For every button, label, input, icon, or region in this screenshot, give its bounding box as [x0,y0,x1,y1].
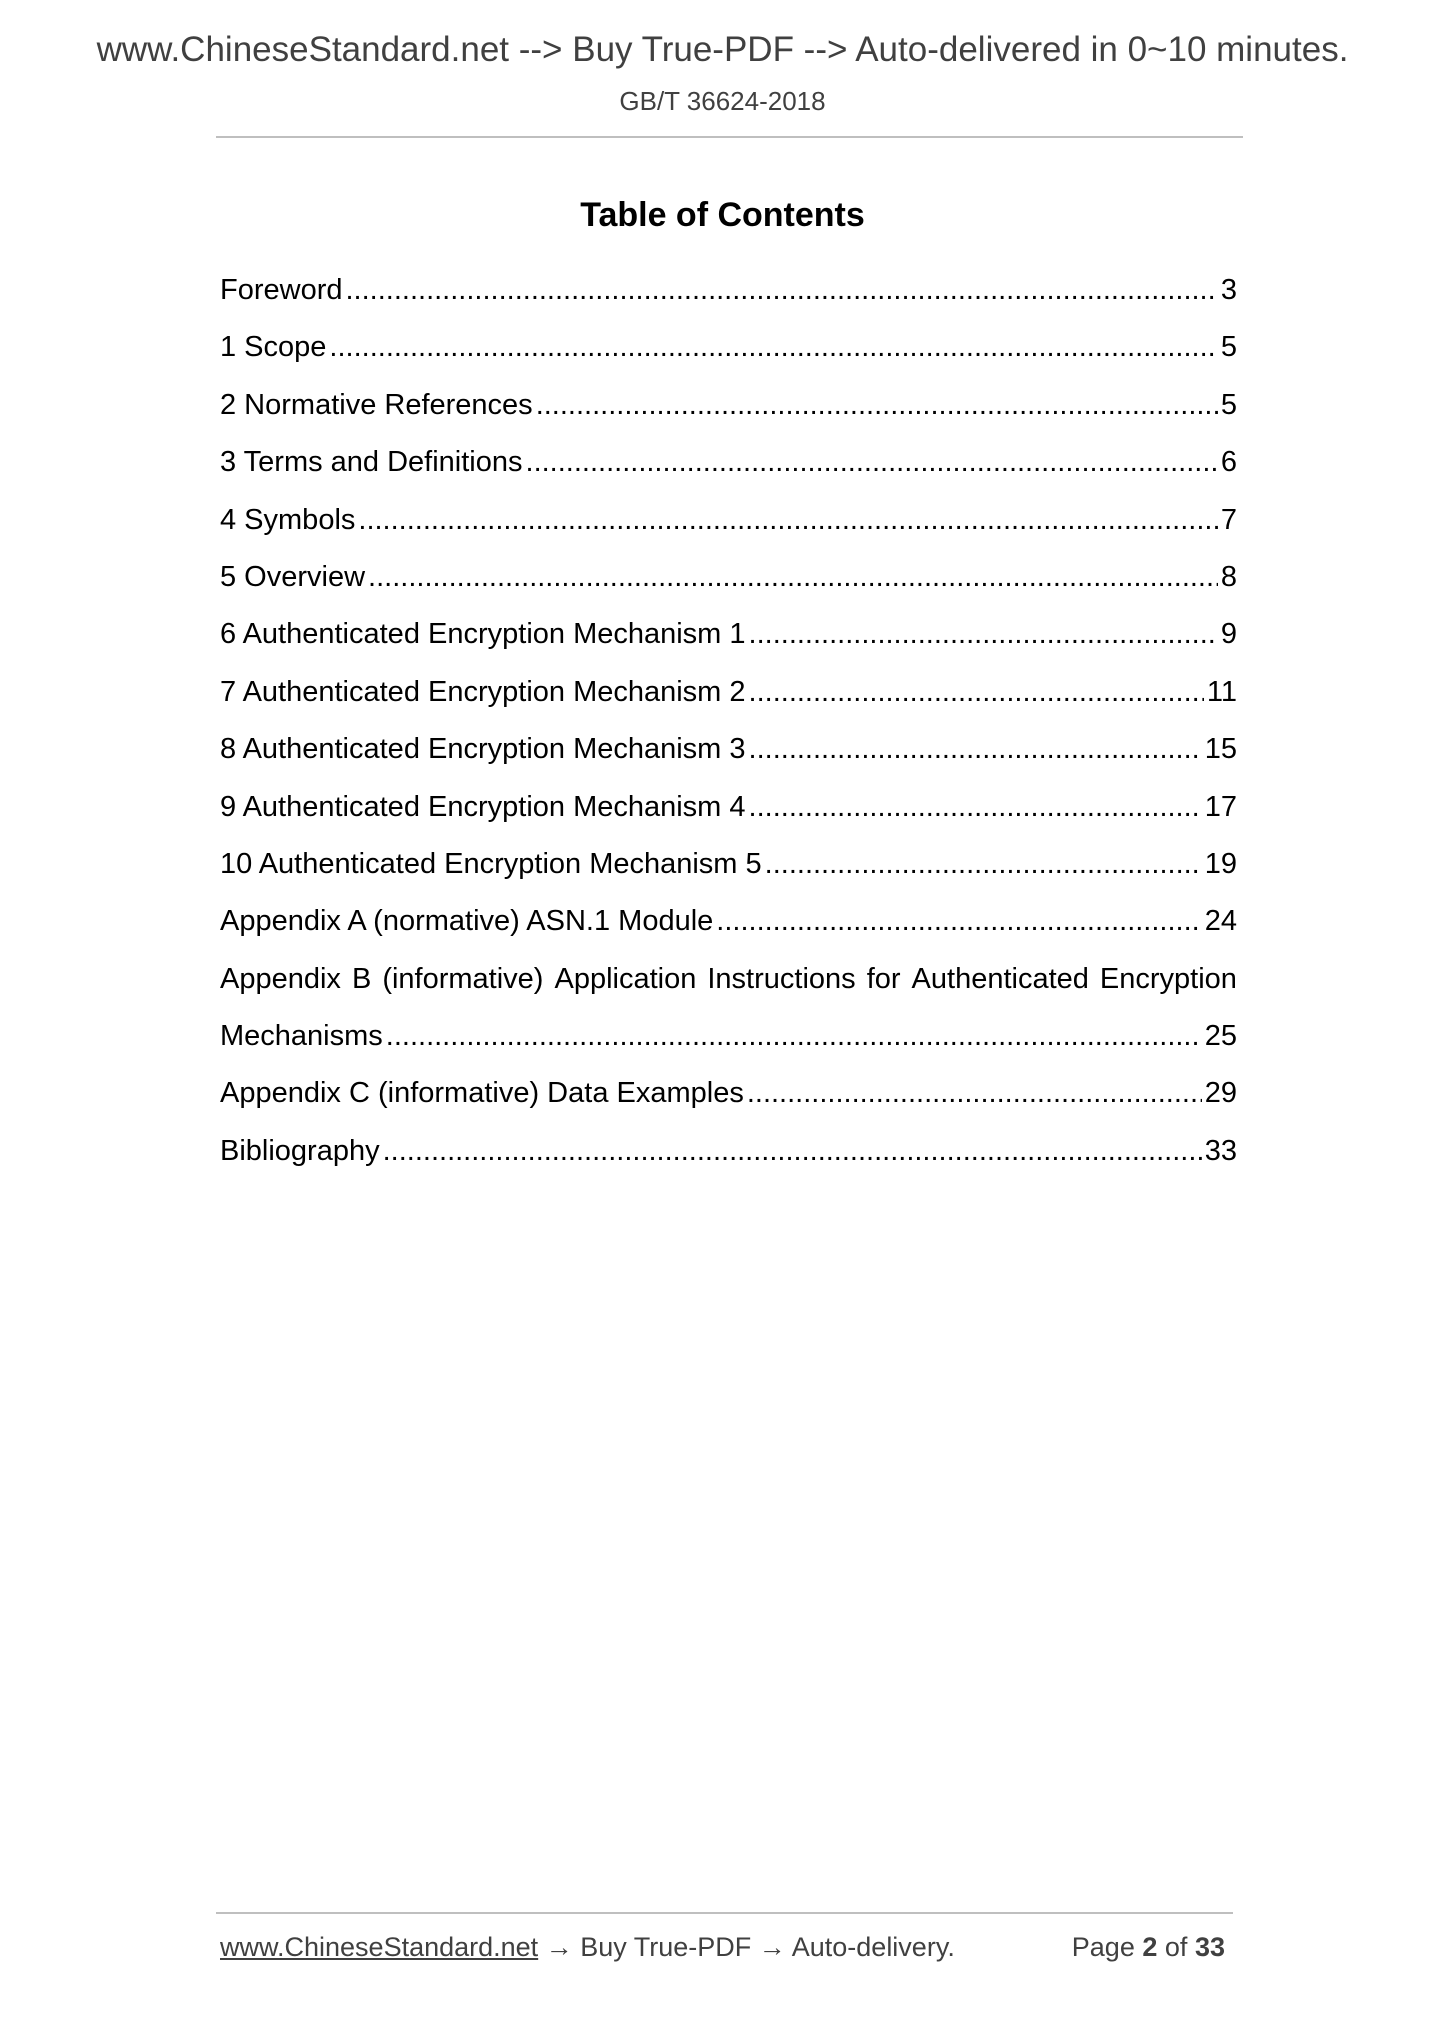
toc-entry-text: 2 Normative References [220,388,533,421]
toc-entry-text: Foreword [220,274,343,306]
toc-leader-dots [358,492,1217,549]
toc-entry-text: 5 Overview [220,560,366,593]
toc-entry-text: 4 Symbols [220,503,356,536]
toc-leader-dots [765,836,1202,893]
toc-leader-dots [749,721,1202,778]
header-divider [216,136,1243,138]
toc-entry-word: Instructions [707,962,856,995]
toc-entry[interactable] [220,721,1237,778]
toc-entry-word: Encryption [1099,962,1237,995]
toc-entry-page: 11 [1206,675,1237,708]
toc-entry-text: Appendix C (informative) Data Examples [220,1077,744,1110]
toc-entry-page: 6 [1220,446,1237,479]
toc-leader-dots [716,893,1201,950]
toc-entry-page: 8 [1220,560,1237,593]
toc-entry-page: 3 [1220,274,1237,306]
toc-title: Table of Contents [580,196,865,234]
toc-entry-text: Mechanisms [220,1020,383,1053]
toc-leader-dots [386,1008,1202,1065]
table-of-contents [220,262,1237,1180]
toc-entry-page: 29 [1204,1077,1237,1110]
page-footer [220,1932,1233,1963]
toc-entry-page: 15 [1204,733,1237,766]
toc-entry-page: 5 [1220,331,1237,364]
toc-entry-text: 8 Authenticated Encryption Mechanism 3 [220,733,746,766]
toc-entry-word: B [351,962,372,995]
toc-entry[interactable] [220,319,1237,376]
toc-leader-dots [749,779,1202,836]
toc-entry[interactable] [220,836,1237,893]
page-indicator [1072,1932,1225,1963]
toc-entry-word: for [866,962,901,995]
document-code: GB/T 36624-2018 [619,86,826,116]
footer-text: → Buy True-PDF → Auto-delivery. [538,1932,955,1962]
footer-divider [216,1912,1233,1914]
toc-entry-word: Authenticated [911,962,1089,995]
toc-entry-text: 7 Authenticated Encryption Mechanism 2 [220,675,746,708]
toc-entry[interactable] [220,1123,1237,1180]
toc-entry[interactable] [220,1065,1237,1122]
toc-entry-page: 17 [1204,790,1237,823]
toc-leader-dots [749,606,1218,663]
toc-leader-dots [526,434,1218,491]
toc-entry-page: 33 [1204,1134,1237,1167]
toc-entry-word: Appendix [220,962,341,995]
page-banner: www.ChineseStandard.net --> Buy True-PDF --> Auto-delivered in 0~10 minutes. [96,30,1349,69]
toc-entry-word: Application [554,962,697,995]
toc-entry[interactable] [220,434,1237,491]
toc-entry-text: 6 Authenticated Encryption Mechanism 1 [220,618,746,651]
toc-entry[interactable] [220,779,1237,836]
toc-entry[interactable] [220,377,1237,434]
toc-leader-dots [329,319,1217,376]
toc-leader-dots [383,1123,1202,1180]
toc-leader-dots [368,549,1218,606]
of-label: of [1164,1932,1188,1962]
toc-entry-text: Bibliography [220,1134,380,1167]
toc-entry[interactable] [220,549,1237,606]
toc-entry[interactable] [220,664,1237,721]
toc-leader-dots [747,1065,1202,1122]
toc-entry-page: 7 [1220,503,1237,536]
footer-site-link[interactable]: www.ChineseStandard.net [220,1932,539,1962]
toc-entry-page: 25 [1204,1020,1237,1053]
toc-entry[interactable] [220,1008,1237,1065]
toc-entry-text: 10 Authenticated Encryption Mechanism 5 [220,847,762,880]
page-number: 2 [1142,1932,1158,1962]
toc-entry[interactable] [220,262,1237,319]
toc-entry-page: 5 [1220,388,1237,421]
toc-entry[interactable] [220,606,1237,663]
toc-leader-dots [346,262,1218,319]
toc-entry-text: 1 Scope [220,331,327,364]
toc-entry-text: 9 Authenticated Encryption Mechanism 4 [220,790,746,823]
toc-entry-text: Appendix A (normative) ASN.1 Module [220,905,714,938]
toc-entry-page: 19 [1204,847,1237,880]
toc-entry-wrapped-first-line[interactable] [220,951,1237,1008]
toc-leader-dots [749,664,1204,721]
toc-entry[interactable] [220,492,1237,549]
toc-entry-word: (informative) [382,962,544,995]
toc-entry[interactable] [220,893,1237,950]
toc-leader-dots [536,377,1218,434]
page-label: Page [1071,1932,1135,1962]
page-total: 33 [1194,1932,1225,1962]
toc-entry-text: 3 Terms and Definitions [220,446,523,479]
toc-entry-page: 24 [1204,905,1237,938]
toc-entry-page: 9 [1220,618,1237,651]
